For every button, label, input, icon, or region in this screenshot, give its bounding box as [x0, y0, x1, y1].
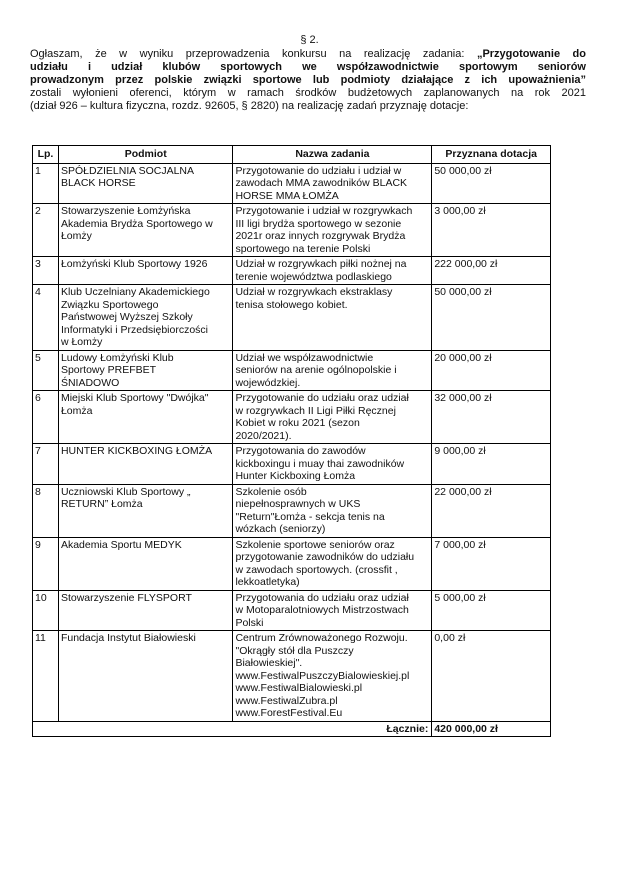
- row-nazwa-zadania: Udział w rozgrywkach piłki nożnej na terenie województwa podlaskiego: [233, 257, 432, 285]
- row-nazwa-zadania: Przygotowanie do udziału i udział w zawodach MMA zawodników BLACK HORSE MMA ŁOMŻA: [233, 163, 432, 204]
- row-kwota: 32 000,00 zł: [432, 391, 551, 444]
- row-kwota: 20 000,00 zł: [432, 350, 551, 391]
- intro-line-1: [30, 48, 586, 61]
- total-label-cell: [33, 721, 432, 737]
- row-kwota: 50 000,00 zł: [432, 163, 551, 204]
- row-nazwa-zadania: Udział we współzawodnictwie seniorów na arenie ogólnopolskie i wojewódzkiej.: [233, 350, 432, 391]
- header-podmiot: Podmiot: [58, 146, 233, 164]
- row-podmiot: Klub Uczelniany Akademickiego Związku Sportowego Państwowej Wyższej Szkoły Informatyki i Przedsiębiorczości w Łomży: [58, 285, 233, 351]
- row-podmiot: Stowarzyszenie FLYSPORT: [58, 590, 233, 631]
- row-lp: 1: [33, 163, 59, 204]
- row-podmiot: Fundacja Instytut Białowieski: [58, 631, 233, 722]
- row-podmiot: Akademia Sportu MEDYK: [58, 537, 233, 590]
- table-row: [33, 590, 551, 631]
- header-przyznana-dotacja: Przyznana dotacja: [432, 146, 551, 164]
- row-podmiot: SPÓŁDZIELNIA SOCJALNA BLACK HORSE: [58, 163, 233, 204]
- row-nazwa-zadania: Przygotowania do zawodów kickboxingu i muay thai zawodników Hunter Kickboxing Łomża: [233, 444, 432, 485]
- row-lp: 10: [33, 590, 59, 631]
- table-row: [33, 537, 551, 590]
- row-kwota: 9 000,00 zł: [432, 444, 551, 485]
- table-row: [33, 391, 551, 444]
- row-kwota: 0,00 zł: [432, 631, 551, 722]
- row-lp: 5: [33, 350, 59, 391]
- row-nazwa-zadania: Przygotowania do udziału oraz udział w Motoparalotniowych Mistrzostwach Polski: [233, 590, 432, 631]
- table-row: [33, 285, 551, 351]
- row-nazwa-zadania: Udział w rozgrywkach ekstraklasy tenisa stołowego kobiet.: [233, 285, 432, 351]
- row-lp: 11: [33, 631, 59, 722]
- row-nazwa-zadania: Szkolenie osób niepełnosprawnych w UKS "Return"Łomża - sekcja tenis na wózkach (seniorzy): [233, 484, 432, 537]
- row-lp: 8: [33, 484, 59, 537]
- total-label: Łącznie:: [386, 722, 429, 735]
- row-podmiot: Ludowy Łomżyński Klub Sportowy PREFBET ŚNIADOWO: [58, 350, 233, 391]
- table-total-row: [33, 721, 551, 737]
- intro-line-1-bold: „Przygotowanie do: [476, 48, 586, 60]
- row-nazwa-zadania: Przygotowanie do udziału oraz udział w rozgrywkach II Ligi Piłki Ręcznej Kobiet w roku 2021 (sezon 2020/2021).: [233, 391, 432, 444]
- row-nazwa-zadania: Przygotowanie i udział w rozgrywkach III ligi brydża sportowego w sezonie 2021r oraz innych rozgrywak Brydża sportowego na terenie Polski: [233, 204, 432, 257]
- row-kwota: 7 000,00 zł: [432, 537, 551, 590]
- table-row: [33, 204, 551, 257]
- row-podmiot: HUNTER KICKBOXING ŁOMŻA: [58, 444, 233, 485]
- table-row: [33, 631, 551, 722]
- intro-paragraph: [30, 48, 586, 113]
- row-kwota: 5 000,00 zł: [432, 590, 551, 631]
- row-podmiot: Stowarzyszenie Łomżyńska Akademia Brydża Sportowego w Łomży: [58, 204, 233, 257]
- intro-line-1-normal: Ogłaszam, że w wyniku przeprowadzenia konkursu na realizację zadania:: [30, 48, 477, 60]
- row-lp: 2: [33, 204, 59, 257]
- row-kwota: 222 000,00 zł: [432, 257, 551, 285]
- intro-line-4: zostali wyłonieni oferenci, którym w ramach środków budżetowych zaplanowanych na rok 2021: [30, 87, 586, 99]
- row-podmiot: Uczniowski Klub Sportowy „ RETURN” Łomża: [58, 484, 233, 537]
- grants-table: [32, 145, 551, 737]
- row-lp: 3: [33, 257, 59, 285]
- table-row: [33, 163, 551, 204]
- row-nazwa-zadania: Szkolenie sportowe seniorów oraz przygotowanie zawodników do udziału w zawodach sportowych. (crossfit , lekkoatletyka): [233, 537, 432, 590]
- row-podmiot: Łomżyński Klub Sportowy 1926: [58, 257, 233, 285]
- row-kwota: 22 000,00 zł: [432, 484, 551, 537]
- total-value: 420 000,00 zł: [432, 721, 551, 737]
- table-row: [33, 444, 551, 485]
- row-kwota: 3 000,00 zł: [432, 204, 551, 257]
- row-podmiot: Miejski Klub Sportowy "Dwójka" Łomża: [58, 391, 233, 444]
- intro-line-3: prowadzonym przez polskie związki sportowe lub podmioty działające z ich upoważnienia”: [30, 74, 586, 86]
- intro-line-2: udziału i udział klubów sportowych we współzawodnictwie sportowym seniorów: [30, 61, 586, 73]
- row-lp: 4: [33, 285, 59, 351]
- row-kwota: 50 000,00 zł: [432, 285, 551, 351]
- row-lp: 7: [33, 444, 59, 485]
- table-header-row: [33, 146, 551, 164]
- row-lp: 9: [33, 537, 59, 590]
- table-row: [33, 257, 551, 285]
- intro-line-5: (dział 926 – kultura fizyczna, rozdz. 92605, § 2820) na realizację zadań przyznaję dotacje:: [30, 100, 469, 112]
- table-row: [33, 350, 551, 391]
- section-mark: § 2.: [300, 34, 319, 46]
- row-lp: 6: [33, 391, 59, 444]
- header-nazwa-zadania: Nazwa zadania: [233, 146, 432, 164]
- table-row: [33, 484, 551, 537]
- header-lp: Lp.: [33, 146, 59, 164]
- row-nazwa-zadania: Centrum Zrównoważonego Rozwoju. "Okrągły stół dla Puszczy Białowieskiej". www.FestiwalPuszczyBialowieskiej.pl www.FestiwalBialowieski.pl www.FestiwalZubra.pl www.ForestFestival.Eu: [233, 631, 432, 722]
